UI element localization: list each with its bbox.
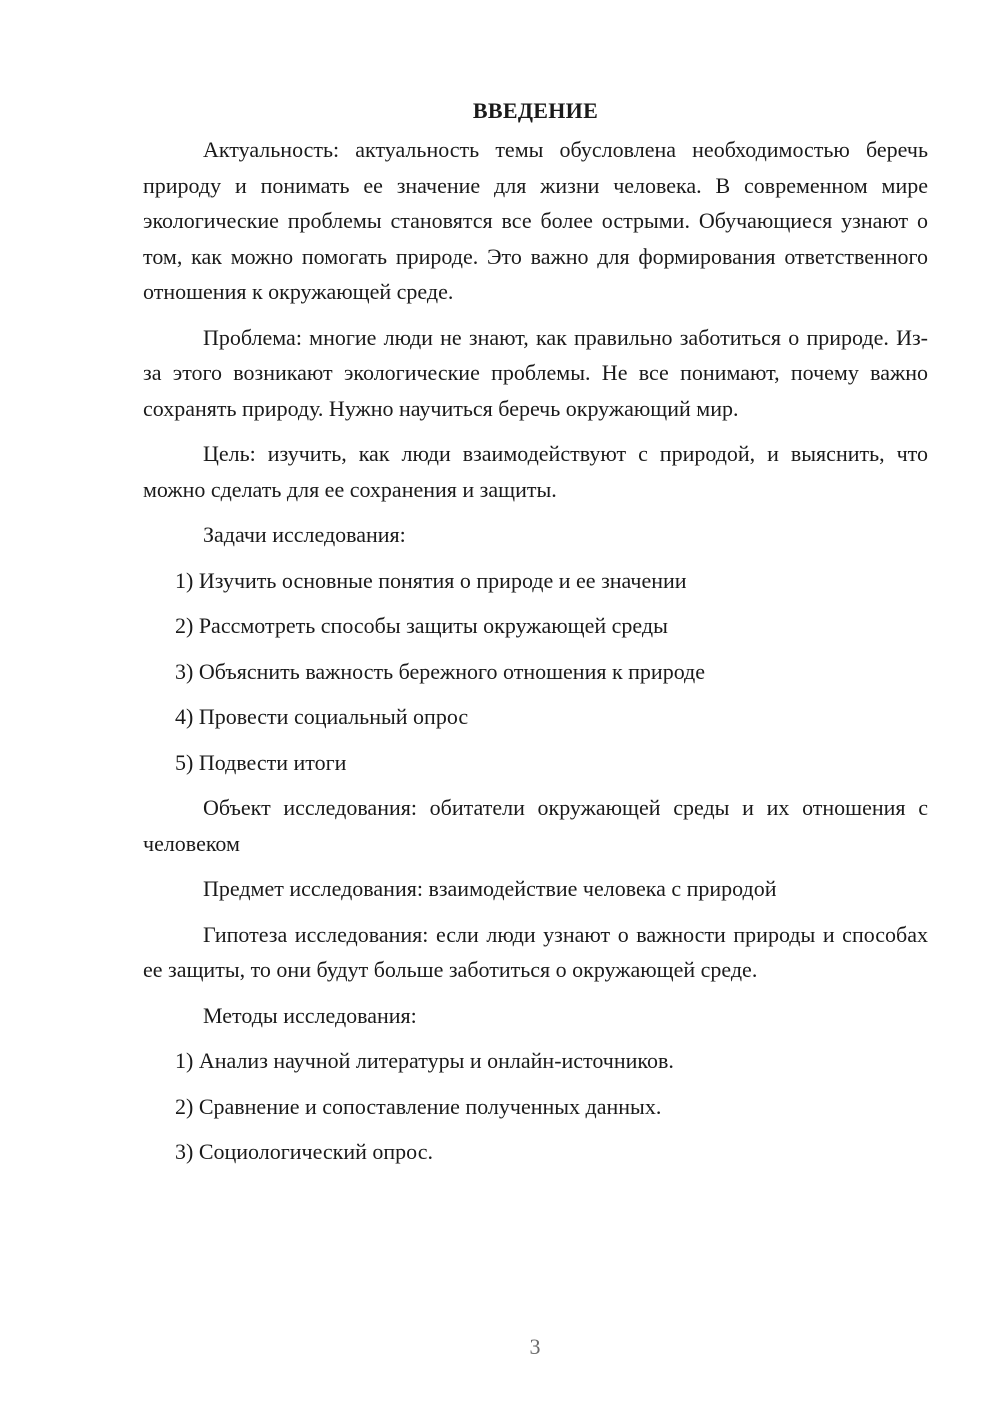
- list-item: 3) Социологический опрос.: [175, 1139, 433, 1164]
- section-title: ВВЕДЕНИЕ: [472, 98, 599, 123]
- paragraph-problem: Проблема: многие люди не знают, как правильно заботиться о природе. Из-за этого возникают экологические проблемы. Не все понимают, почему важно сохранять природу. Нужно научиться беречь окружающий мир.: [143, 324, 928, 421]
- methods-heading: Методы исследования:: [203, 1002, 417, 1028]
- methods-list: [143, 1043, 928, 1170]
- paragraph-hypothesis: Гипотеза исследования: если люди узнают о важности природы и способах ее защиты, то они будут больше заботиться о окружающей среде.: [143, 921, 928, 982]
- list-item: 1) Изучить основные понятия о природе и ее значении: [175, 567, 687, 593]
- list-item: 2) Сравнение и сопоставление полученных данных.: [175, 1093, 662, 1119]
- tasks-list: [143, 563, 928, 781]
- list-item: 1) Анализ научной литературы и онлайн-источников.: [175, 1048, 674, 1073]
- paragraph-object: Объект исследования: обитатели окружающей среды и их отношения с человеком: [143, 795, 928, 856]
- tasks-heading: Задачи исследования:: [203, 522, 406, 547]
- list-item: 4) Провести социальный опрос: [175, 704, 469, 729]
- document-body: [143, 93, 928, 1180]
- list-item: 3) Объяснить важность бережного отношения к природе: [175, 658, 706, 684]
- page-number: 3: [529, 1334, 541, 1359]
- paragraph-subject: Предмет исследования: взаимодействие человека с природой: [203, 876, 777, 901]
- list-item: 2) Рассмотреть способы защиты окружающей среды: [175, 613, 668, 638]
- paragraph-relevance: Актуальность: актуальность темы обусловлена необходимостью беречь природу и понимать ее значение для жизни человека. В современном мире экологические проблемы становятся все более острыми. Обучающиеся узнают о том, как можно помогать природе. Это важно для формирования ответственного отношения к окружающей среде.: [143, 137, 928, 304]
- list-item: 5) Подвести итоги: [175, 749, 347, 775]
- paragraph-goal: Цель: изучить, как люди взаимодействуют с природой, и выяснить, что можно сделать для ее сохранения и защиты.: [143, 441, 928, 502]
